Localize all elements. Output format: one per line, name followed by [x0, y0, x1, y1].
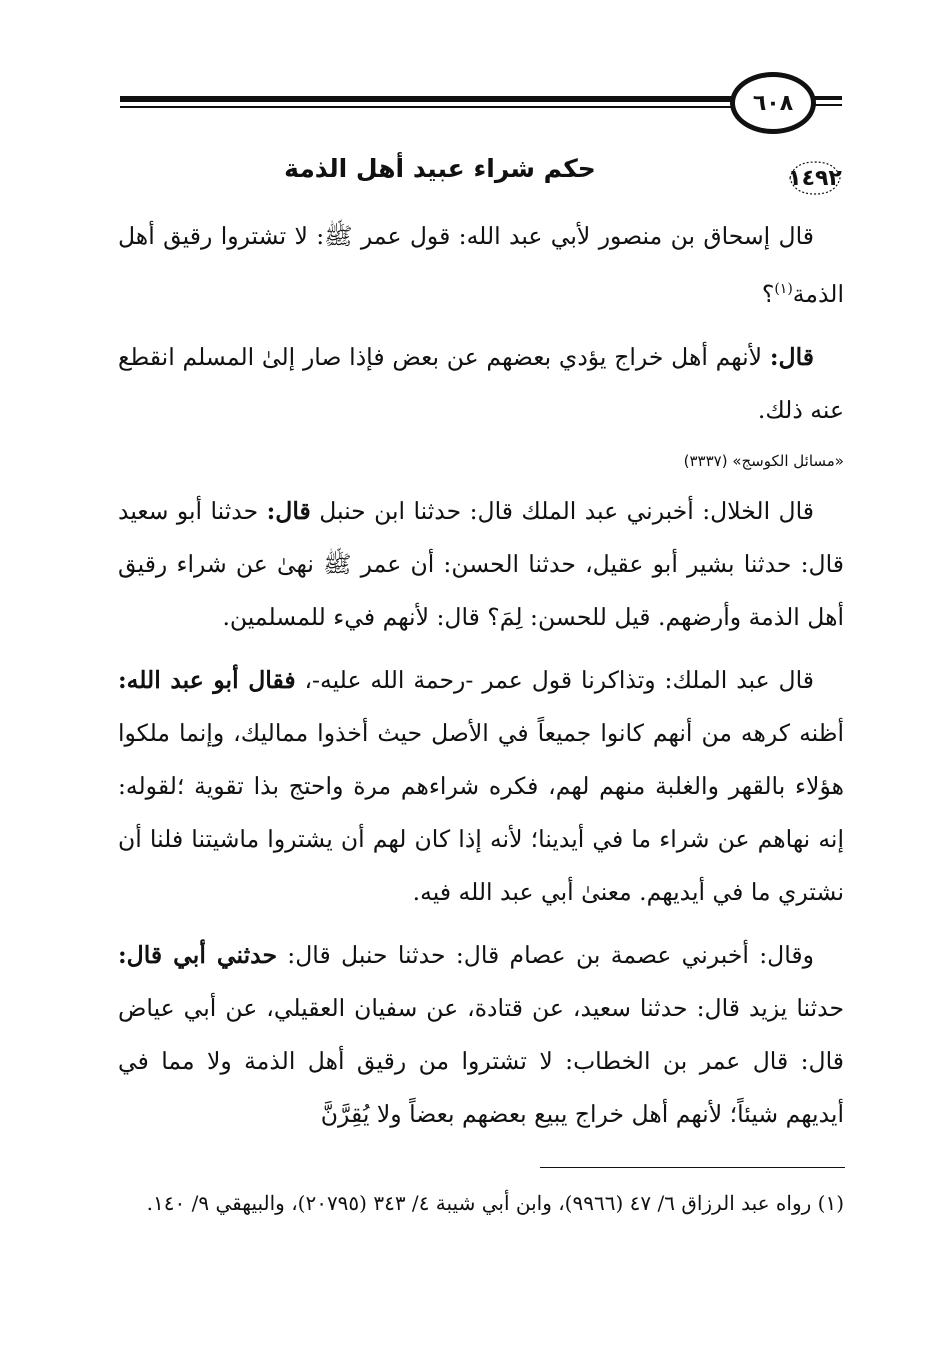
- paragraph-text: وقال: أخبرني عصمة بن عصام قال: حدثنا حنبل قال:: [276, 940, 814, 969]
- header-rule-thin: [120, 106, 735, 108]
- paragraph: [118, 654, 844, 919]
- bold-phrase: فقال أبو عبد الله:: [118, 665, 296, 694]
- footnote-ref: (١): [774, 281, 793, 297]
- bold-phrase: قال:: [266, 496, 311, 525]
- paragraph-text: أظنه كرهه من أنهم كانوا جميعاً في الأصل حيث أخذوا مماليك، وإنما ملكوا هؤلاء بالقهر والغلبة منهم لهم، فكره شراءهم مرة واحتج بذا تقوية ؛لقوله: إنه نهاهم عن شراء ما في أيدينا؛ لأنه إذا كان لهم أن يشتروا ماشيتنا فلنا أن نشتري ما في أيديهم. معنىٰ أبي عبد الله فيه.: [118, 718, 844, 906]
- paragraph: [118, 485, 844, 644]
- section-title: حكم شراء عبيد أهل الذمة: [284, 154, 596, 183]
- header-rule-right-thin: [812, 104, 842, 106]
- page-header: [0, 0, 952, 150]
- page-number: ٦٠٨: [730, 72, 816, 134]
- footnote-text: (١) رواه عبد الرزاق ٦/ ٤٧ (٩٩٦٦)، وابن أبي شيبة ٤/ ٣٤٣ (٢٠٧٩٥)، والبيهقي ٩/ ١٤٠.: [146, 1191, 844, 1215]
- paragraph: [118, 929, 844, 1141]
- paragraph: [118, 331, 844, 437]
- bold-phrase: حدثني أبي قال:: [118, 940, 277, 969]
- main-text: [118, 210, 844, 1151]
- paragraph-text: حدثنا يزيد قال: حدثنا سعيد، عن قتادة، عن سفيان العقيلي، عن أبي عياض قال: قال عمر بن الخطاب: لا تشتروا من رقيق أهل الذمة ولا مما في أيديهم شيئاً؛ لأنهم أهل خراج يبيع بعضهم بعضاً ولا يُقِرَّنَّ: [118, 993, 844, 1128]
- paragraph: [118, 210, 844, 321]
- source-citation: «مسائل الكوسج» (٣٣٣٧): [683, 451, 844, 470]
- header-rule-right: [812, 96, 842, 100]
- paragraph-text: قال إسحاق بن منصور لأبي عبد الله: قول عمر ﷺ: لا تشتروا رقيق أهل الذمة: [118, 222, 844, 308]
- section-number-badge: [784, 158, 846, 198]
- paragraph-text: قال الخلال: أخبرني عبد الملك قال: حدثنا ابن حنبل: [310, 496, 815, 525]
- footnotes: [118, 1180, 844, 1226]
- bold-phrase: قال:: [769, 342, 814, 371]
- section-number: ١٤٩٢: [788, 165, 842, 191]
- header-rule: [120, 96, 735, 102]
- paragraph-text: لأنهم أهل خراج يؤدي بعضهم عن بعض فإذا صار إلىٰ المسلم انقطع عنه ذلك.: [118, 342, 844, 424]
- footnote-separator: [540, 1167, 845, 1168]
- paragraph-text: حدثنا أبو سعيد قال: حدثنا بشير أبو عقيل، حدثنا الحسن: أن عمر ﷺ نهىٰ عن شراء رقيق أهل الذمة وأرضهم. قيل للحسن: لِمَ؟ قال: لأنهم فيء للمسلمين.: [118, 496, 844, 631]
- paragraph-text: قال عبد الملك: وتذاكرنا قول عمر -رحمة الله عليه-،: [295, 665, 815, 694]
- paragraph-text: ؟: [761, 279, 775, 308]
